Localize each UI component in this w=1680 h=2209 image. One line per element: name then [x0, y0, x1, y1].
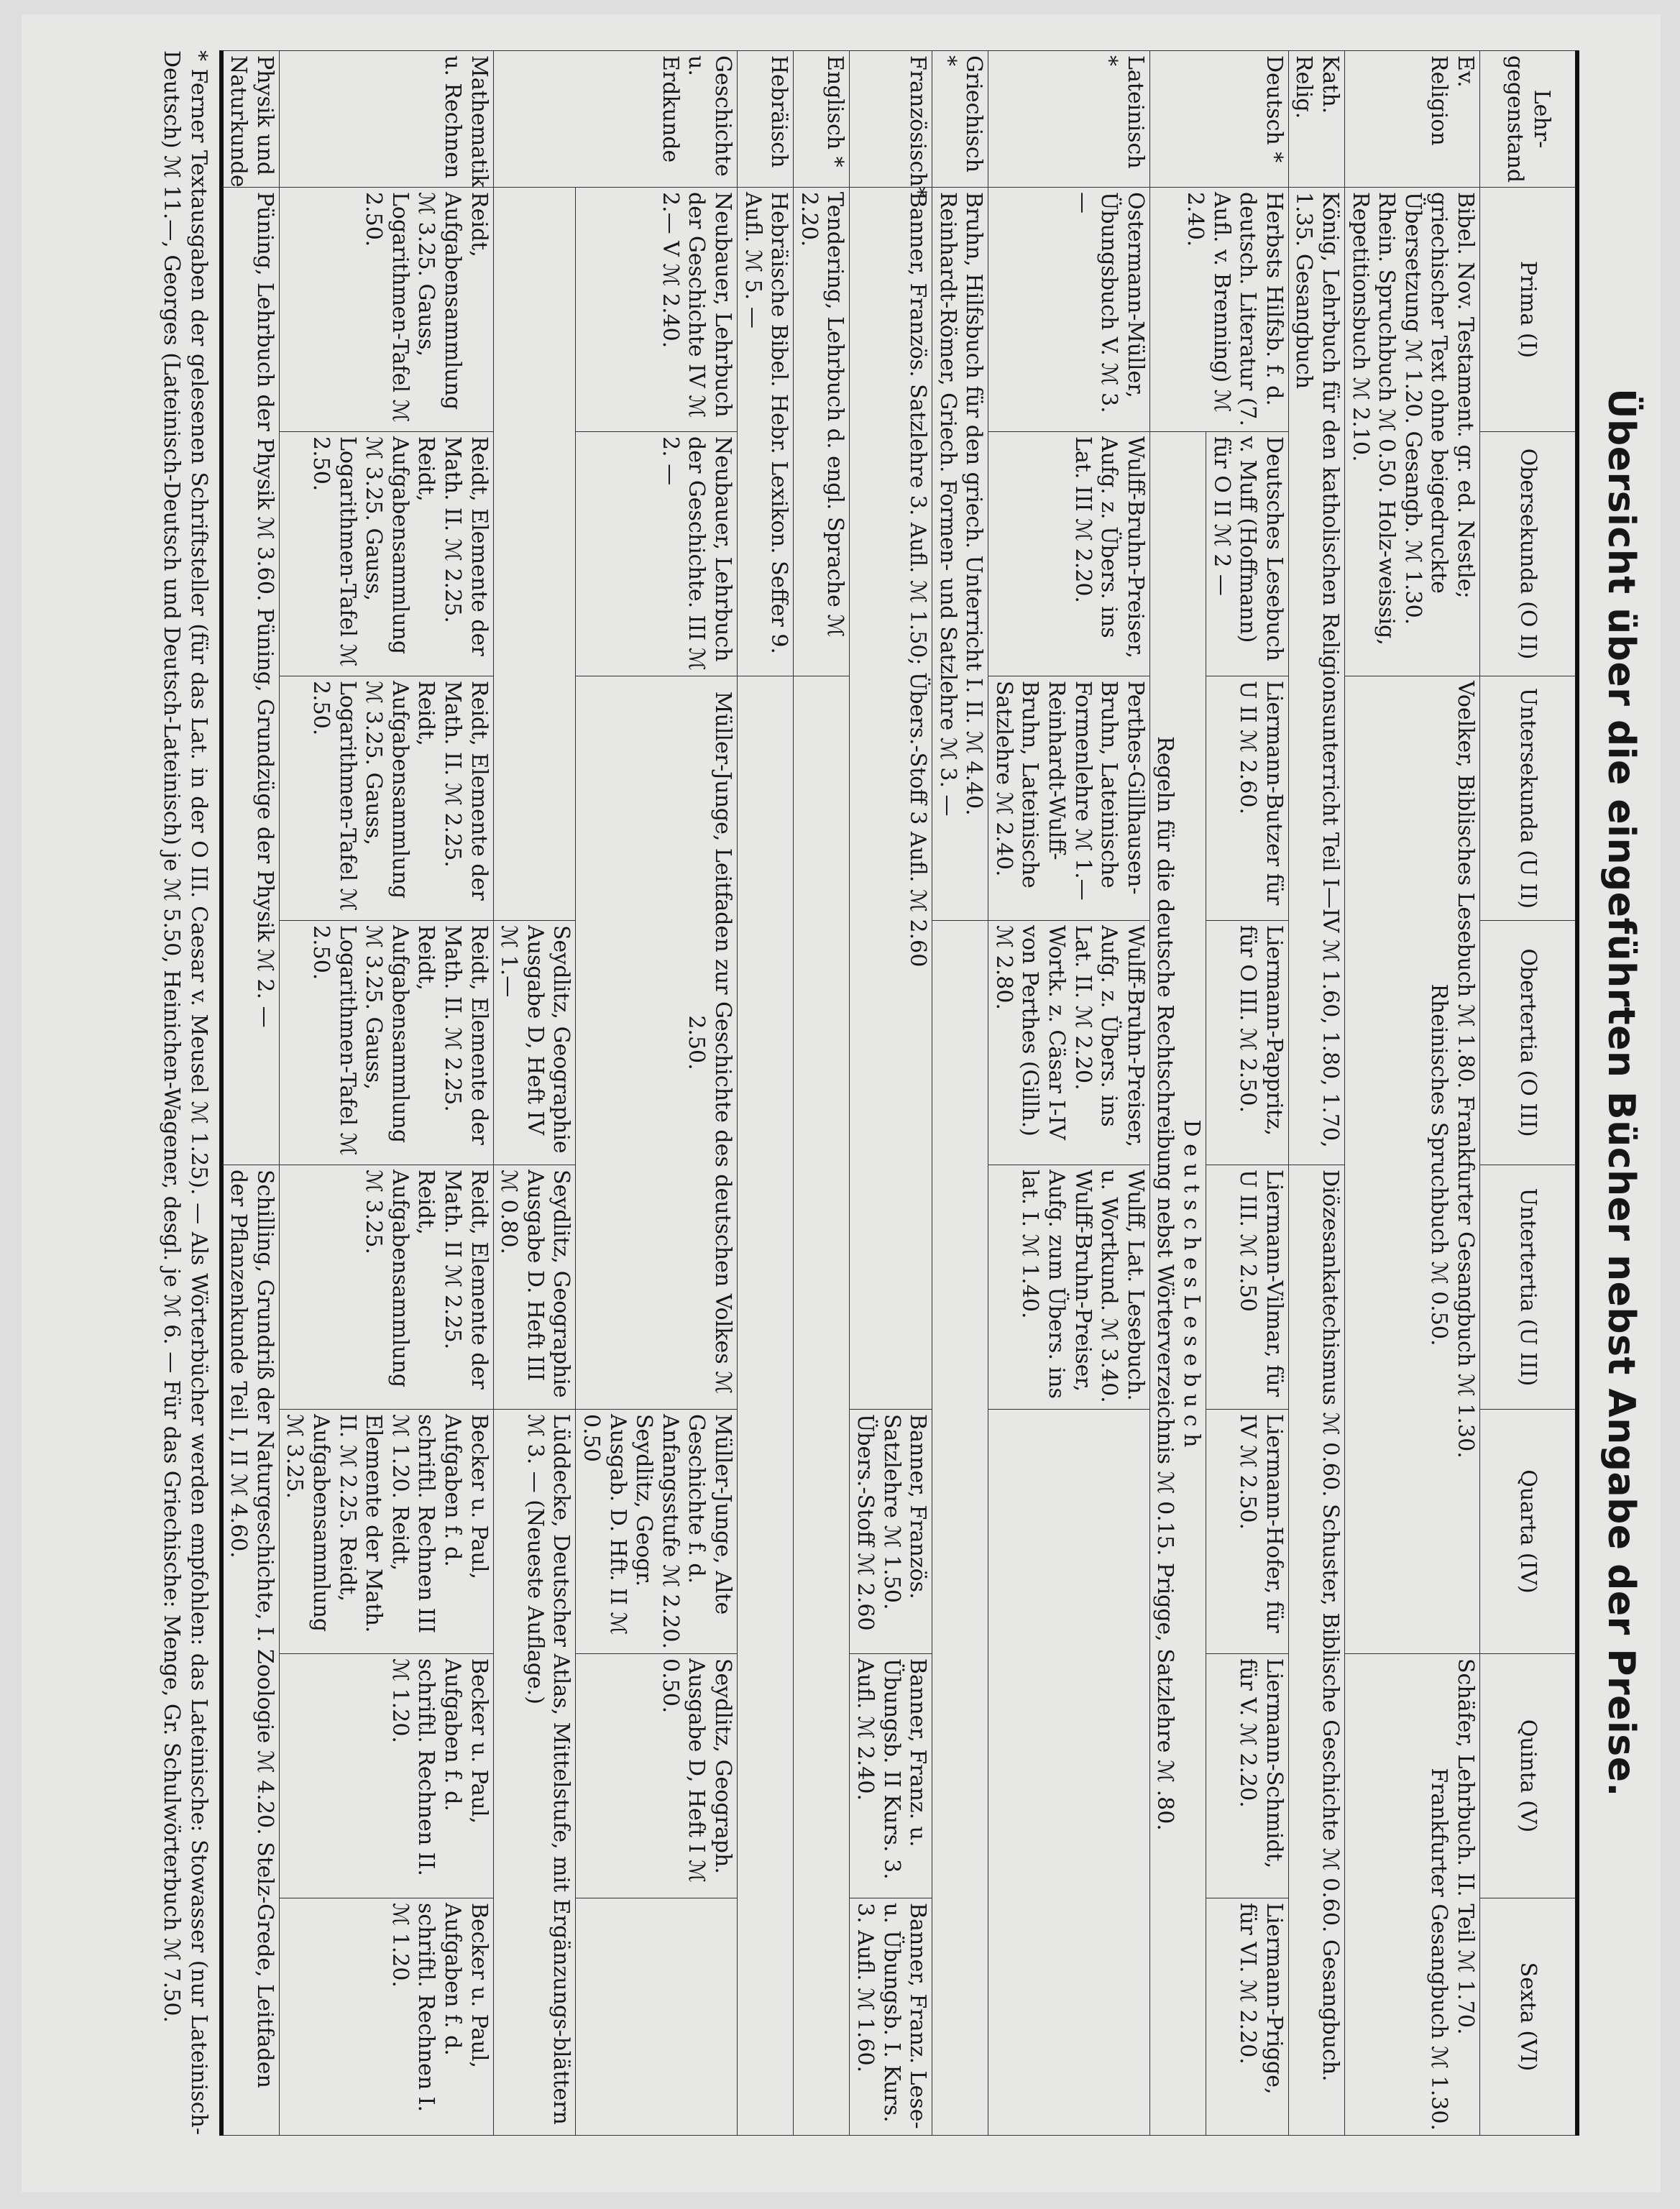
- cell-kath-lower: Diözesankatechismus ℳ 0.60. Schuster, Biblische Geschichte ℳ 0.60. Gesangbuch.: [1288, 1165, 1344, 2136]
- ev-quinta-line1: Schäfer, Lehrbuch. II. Teil ℳ 1.70.: [1453, 1658, 1478, 2035]
- cell-physik-prima: Püning, Lehrbuch der Physik ℳ 3.60. Püning, Grundzüge der Physik ℳ 2. —: [221, 188, 280, 1165]
- cell-deutsch-v: Liermann-Schmidt, für V. ℳ 2.20.: [1206, 1654, 1289, 1898]
- table-row: [1345, 51, 1480, 2136]
- subject-mathematik: Mathematik u. Rechnen: [279, 51, 493, 188]
- ev-prima-line1: Bibel. Nov. Testament. gr. ed. Nestle; griechischer Text ohne beigedruckte Übersetzung ℳ 1.20. Gesangb. ℳ 1.30.: [1400, 192, 1478, 625]
- cell-deutsch-oii: Deutsches Lesebuch v. Muff (Hoffmann) für O II ℳ 2 —: [1206, 432, 1289, 676]
- cell-latein-uiii: Wulff, Lat. Lesebuch. u. Wortkund. ℳ 3.40. Wulff-Bruhn-Preiser, Aufg. zum Übers. ins lat. I. ℳ 1.40.: [988, 1165, 1150, 1410]
- griech-line1: Bruhn, Hilfsbuch für den griech. Unterricht I. II. ℳ 4.40.: [961, 192, 987, 816]
- table-row: [932, 51, 988, 2136]
- cell-deutsch-vi: Liermann-Prigge, für VI. ℳ 2.20.: [1206, 1898, 1289, 2136]
- cell-latein-empty: [988, 1410, 1150, 2136]
- book-list-table: [219, 50, 1579, 2136]
- cell-engl-empty: [794, 676, 850, 2136]
- cell-gesch-v: Seydlitz, Geograph. Ausgabe D, Heft I ℳ 0.50.: [576, 1654, 738, 1898]
- cell-ev-prima: [1345, 188, 1480, 676]
- gesch-mueller-junge: Müller-Junge, Leitfaden zur Geschichte des deutschen Volkes ℳ 2.50.: [684, 691, 735, 1395]
- ev-quinta-line2: Frankfurter Gesangbuch ℳ 1.30.: [1426, 1768, 1452, 2131]
- document-page: [22, 14, 1661, 2192]
- cell-ev-middle: [1345, 676, 1480, 1654]
- table-row: [1206, 51, 1289, 2136]
- cell-gesch-prima: Neubauer, Lehrbuch der Geschichte IV ℳ 2.— V ℳ 2.40.: [576, 188, 738, 432]
- subject-lateinisch: Lateinisch *: [988, 51, 1150, 188]
- cell-gesch-vi: [576, 1898, 738, 2136]
- cell-latein-oii: Wulff-Bruhn-Preiser, Aufg. z. Übers. ins Lat. III ℳ 2.20.: [988, 432, 1150, 676]
- deutsch-regeln-text: Regeln für die deutsche Rechtschreibung nebst Wörterverzeichnis ℳ 0.15. Prigge, Satzlehre ℳ .80.: [1152, 736, 1178, 1831]
- cell-deutsch-prima: Herbsts Hilfsb. f. d. deutsch. Literatur (7. Aufl. v. Brenning) ℳ 2.40.: [1149, 188, 1288, 432]
- header-obertertia: Obertertia (O III): [1480, 921, 1578, 1165]
- table-row: [988, 51, 1150, 2136]
- cell-physik-nat: Schilling, Grundriß der Naturgeschichte, I. Zoologie ℳ 4.20. Stelz-Grede, Leitfaden der Pflanzenkunde Teil I, II ℳ 4.60.: [221, 1165, 280, 2136]
- footnote: * Ferner Textausgaben der gelesenen Schriftsteller (für das Lat. in der O III. Caesar v. Meusel ℳ 1.25). — Als Wörterbücher werden empfohlen: das Lateinische: Stowasser (nur Lateinisch-Deutsch) ℳ 11.—, Georges (Lateinisch-Deutsch und Deutsch-Lateinisch) je ℳ 5.50, Heinichen-Wagener, desgl. je ℳ 6. — Für das Griechische: Menge, Gr. Schulwörterbuch ℳ 7.50.: [159, 50, 211, 2135]
- cell-hebr-empty: [737, 676, 793, 2136]
- cell-gesch-iv: Müller-Junge, Alte Geschichte f. d. Anfangsstufe ℳ 2.20. Seydlitz, Geogr. Ausgab. D. Hft. II ℳ 0.50: [576, 1410, 738, 1654]
- table-row: [279, 51, 493, 2136]
- cell-franz-iv: Banner, Französ. Satzlehre ℳ 1.50. Übers.-Stoff ℳ 2.60: [850, 1410, 932, 1654]
- subject-physik: Physik und Naturkunde: [221, 51, 280, 188]
- cell-math-uiii: Reidt, Elemente der Math. II ℳ 2.25. Reidt, Aufgabensammlung ℳ 3.25.: [279, 1165, 493, 1410]
- cell-deutsch-iv: Liermann-Hofer, für IV ℳ 2.50.: [1206, 1410, 1289, 1654]
- cell-deutsch-regeln: [1149, 432, 1206, 2136]
- cell-gesch-mid: [576, 676, 738, 1410]
- header-quarta: Quarta (IV): [1480, 1410, 1578, 1654]
- cell-griech-empty: [932, 921, 988, 2136]
- cell-latein-prima: Ostermann-Müller, Übungsbuch V. ℳ 3.—: [988, 188, 1150, 432]
- cell-gesch-oii: Neubauer, Lehrbuch der Geschichte. III ℳ 2. —: [576, 432, 738, 676]
- subject-griechisch: Griechisch *: [932, 51, 988, 188]
- ev-middle-line2: Rheinisches Spruchbuch ℳ 0.50.: [1426, 983, 1452, 1346]
- subject-hebraeisch: Hebräisch: [737, 51, 793, 188]
- cell-gesch-atlas: Lüddecke, Deutscher Atlas, Mittelstufe, mit Ergänzungs-blättern ℳ 3. — (Neueste Auflage.): [493, 1410, 576, 2136]
- cell-hebr-prima: Hebräische Bibel. Hebr. Lexikon. Seffer 9. Aufl. ℳ 5. —: [737, 188, 793, 676]
- cell-deutsch-uiii: [1206, 1165, 1289, 1410]
- cell-latein-oiii: Wulff-Bruhn-Preiser, Aufg. z. Übers. ins Lat. II. ℳ 2.20. Wortk. z. Cäsar I-IV von Perthes (Gillh.) ℳ 2.80.: [988, 921, 1150, 1165]
- cell-engl-prima: Tendering, Lehrbuch d. engl. Sprache ℳ 2.20.: [794, 188, 850, 676]
- subject-ev-religion: Ev. Religion: [1345, 51, 1480, 188]
- header-subject: Lehr-gegenstand: [1480, 51, 1578, 188]
- cell-griech-prima: [932, 188, 988, 921]
- griech-line2: Reinhardt-Römer, Griech. Formen- und Satzlehre ℳ 3. —: [935, 192, 960, 817]
- cell-math-prima: Reidt, Aufgabensammlung ℳ 3.25. Gauss, Logarithmen-Tafel ℳ 2.50.: [279, 188, 493, 432]
- ev-prima-line2: Rhein. Spruchbuch ℳ 0.50. Holz-weissig, Repetitionsbuch ℳ 2.10.: [1347, 192, 1400, 646]
- cell-gesch-uiii: Seydlitz, Geographie Ausgabe D. Heft III ℳ 0.80.: [493, 1165, 576, 1410]
- cell-math-oiii: Reidt, Elemente der Math. II. ℳ 2.25. Reidt, Aufgabensammlung ℳ 3.25. Gauss, Logarithmen-Tafel ℳ 2.50.: [279, 921, 493, 1165]
- table-row: [221, 51, 280, 2136]
- header-untertertia: Untertertia (U III): [1480, 1165, 1578, 1410]
- cell-deutsch-oiii: Liermann-Pappritz, für O III. ℳ 2.50.: [1206, 921, 1289, 1165]
- table-row: [850, 51, 932, 2136]
- subject-franzoesisch: Französisch*: [850, 51, 932, 188]
- header-prima: Prima (I): [1480, 188, 1578, 432]
- cell-latein-uii: [988, 676, 1150, 921]
- header-quinta: Quinta (V): [1480, 1654, 1578, 1898]
- table-row: [1288, 51, 1344, 2136]
- subject-kath-religion: Kath. Relig.: [1288, 51, 1344, 188]
- subject-deutsch: Deutsch *: [1149, 51, 1288, 188]
- table-row: [794, 51, 850, 2136]
- header-sexta: Sexta (VI): [1480, 1898, 1578, 2136]
- cell-ev-quinta-sexta: [1345, 1654, 1480, 2136]
- table-header-row: [1480, 51, 1578, 2136]
- ev-middle-line1: Voelker, Biblisches Lesebuch ℳ 1.80. Frankfurter Gesangbuch ℳ 1.30.: [1453, 681, 1478, 1459]
- table-row: [493, 51, 576, 2136]
- deutsch-uiii-text: Liermann-Vilmar, für U III. ℳ 2.50: [1235, 1170, 1287, 1397]
- cell-franz-upper: Banner, Französ. Satzlehre 3. Aufl. ℳ 1.50; Übers.-Stoff 3 Aufl. ℳ 2.60: [850, 188, 932, 1410]
- subject-geschichte: Geschichte u. Erdkunde: [493, 51, 737, 188]
- cell-franz-vi: Banner, Franz. Lese-u. Übungsb. I. Kurs. 3. Aufl. ℳ 1.60.: [850, 1898, 932, 2136]
- cell-gesch-spacer: [493, 188, 576, 921]
- cell-kath-upper: König, Lehrbuch für den katholischen Religionsunterricht Teil I—IV ℳ 1.60, 1.80, 1.70, 1.35. Gesangbuch: [1288, 188, 1344, 1165]
- cell-gesch-oiii: Seydlitz, Geographie Ausgabe D, Heft IV ℳ 1.—: [493, 921, 576, 1165]
- cell-math-v: Becker u. Paul, Aufgaben f. d. schriftl. Rechnen II. ℳ 1.20.: [279, 1654, 493, 1898]
- deutsch-lesebuch-label: D e u t s c h e s L e s e b u c h: [1179, 1119, 1205, 1448]
- subject-englisch: Englisch *: [794, 51, 850, 188]
- header-obersekunda: Obersekunda (O II): [1480, 432, 1578, 676]
- cell-math-uii: Reidt, Elemente der Math. II. ℳ 2.25. Reidt, Aufgabensammlung ℳ 3.25. Gauss, Logarithmen-Tafel ℳ 2.50.: [279, 676, 493, 921]
- page-title: Übersicht über die eingeführten Bücher nebst Angabe der Preise.: [1599, 388, 1643, 1797]
- cell-franz-v: Banner, Franz. u. Übungsb. II Kurs. 3. Aufl. ℳ 2.40.: [850, 1654, 932, 1898]
- table-row: [737, 51, 793, 2136]
- table-row: [576, 51, 738, 2136]
- header-untersekunda: Untersekunda (U II): [1480, 676, 1578, 921]
- cell-math-iv: Becker u. Paul, Aufgaben f. d. schriftl. Rechnen III ℳ 1.20. Reidt, Elemente der Math. II. ℳ 2.25. Reidt, Aufgabensammlung ℳ 3.25.: [279, 1410, 493, 1654]
- latein-uii-line1: Perthes-Gillhausen-Bruhn, Lateinische Formenlehre ℳ 1.—: [1070, 681, 1148, 901]
- cell-deutsch-uii: Liermann-Butzer für U II ℳ 2.60.: [1206, 676, 1289, 921]
- rotated-content: [75, 50, 1643, 2135]
- cell-math-oii: Reidt, Elemente der Math. II. ℳ 2.25. Reidt, Aufgabensammlung ℳ 3.25. Gauss, Logarithmen-Tafel ℳ 2.50.: [279, 432, 493, 676]
- cell-math-vi: Becker u. Paul, Aufgaben f. d. schriftl. Rechnen I. ℳ 1.20.: [279, 1898, 493, 2136]
- latein-uii-line2: Reinhardt-Wulff-Bruhn, Lateinische Satzlehre ℳ 2.40.: [991, 681, 1070, 888]
